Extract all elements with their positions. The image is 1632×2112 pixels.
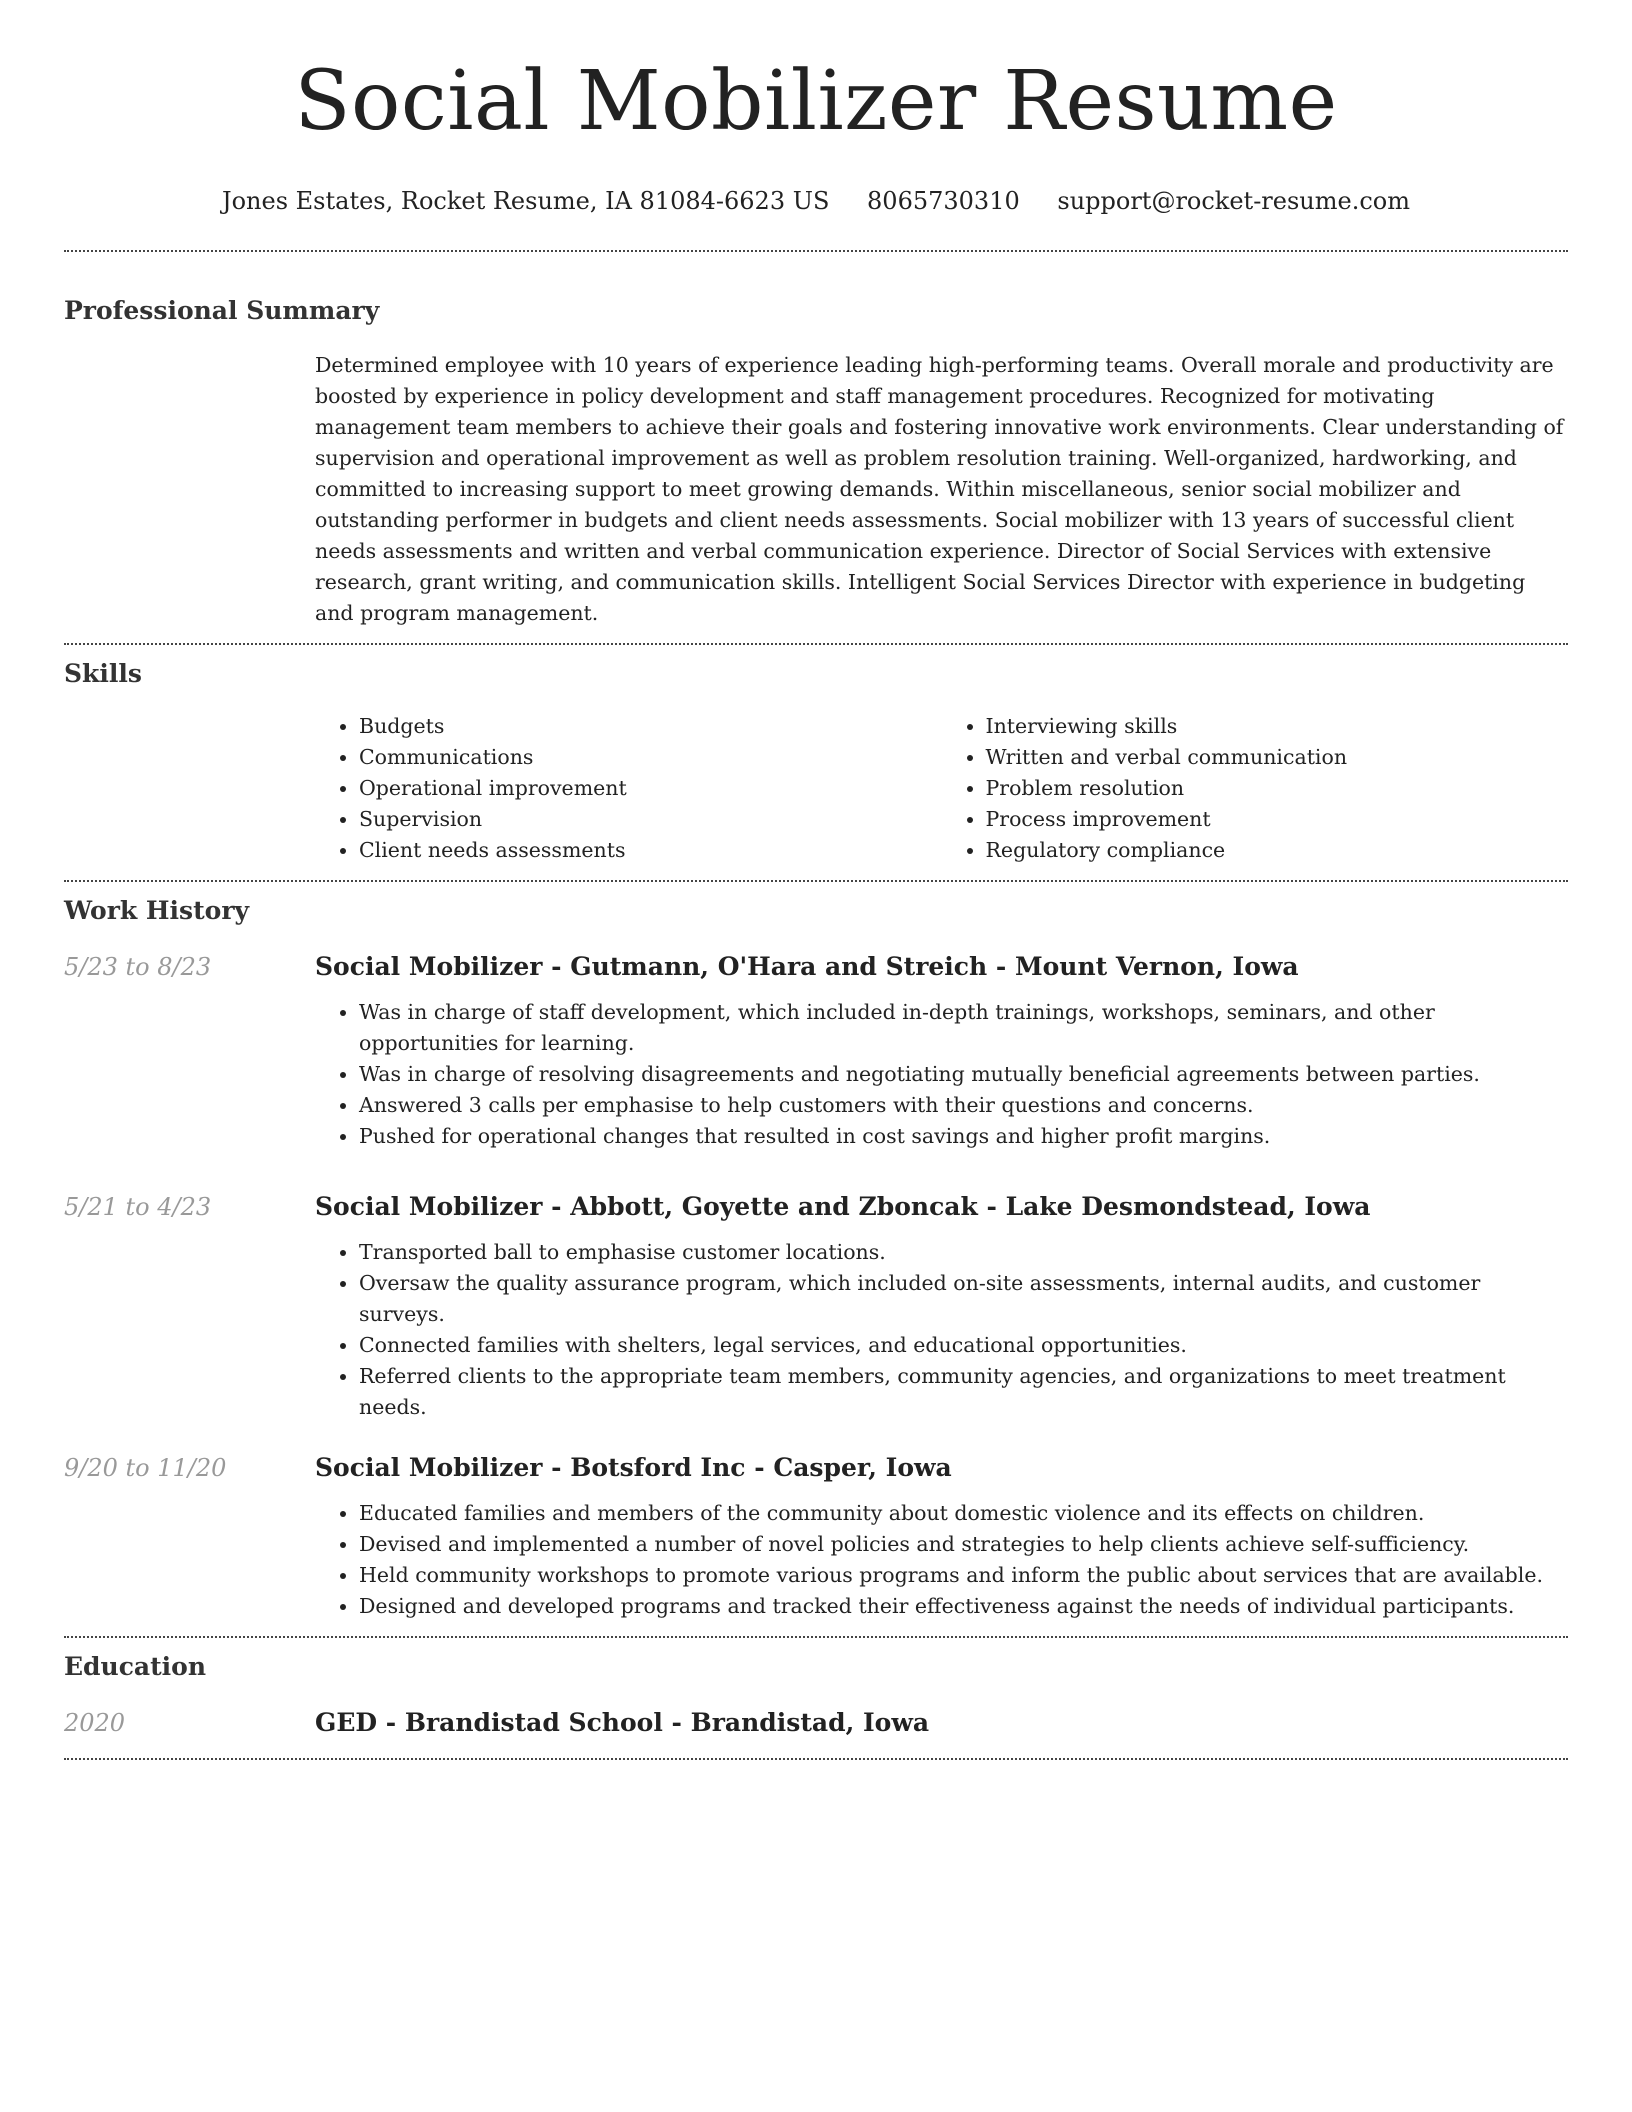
job-title: Social Mobilizer - Gutmann, O'Hara and Streich - Mount Vernon, Iowa: [315, 952, 1299, 981]
job-bullet: • Transported ball to emphasise customer locations.: [359, 1237, 1568, 1268]
summary-text: Determined employee with 10 years of experience leading high-performing teams. Overall morale and productivity are boosted by experience in policy development and staff management procedures. Recognized for motivating management team members to achieve their goals and fostering innovative work environments. Clear understanding of supervision and operational improvement as well as problem resolution training. Well-organized, hardworking, and committed to increasing support to meet growing demands. Within miscellaneous, senior social mobilizer and outstanding performer in budgets and client needs assessments. Social mobilizer with 13 years of successful client needs assessments and written and verbal communication experience. Director of Social Services with extensive research, grant writing, and communication skills. Intelligent Social Services Director with experience in budgeting and program management.: [315, 353, 1564, 625]
job-bullet: • Connected families with shelters, legal services, and educational opportunities.: [359, 1330, 1568, 1361]
skill-item: • Interviewing skills: [986, 711, 1569, 742]
education-title: GED - Brandistad School - Brandistad, Iowa: [315, 1708, 930, 1737]
divider: [64, 1636, 1568, 1638]
education-year: 2020: [64, 1709, 126, 1737]
job-bullet: • Held community workshops to promote various programs and inform the public about services that are available.: [359, 1560, 1568, 1591]
skill-item: • Budgets: [359, 711, 942, 742]
job-bullet: • Referred clients to the appropriate team members, community agencies, and organizations to meet treatment needs.: [359, 1361, 1568, 1423]
education-entry: [64, 1706, 1568, 1740]
job-entry: [64, 1190, 1568, 1423]
contact-phone: 8065730310: [867, 187, 1020, 215]
skill-item: • Operational improvement: [359, 773, 942, 804]
job-bullets: [315, 1237, 1568, 1423]
job-bullet: • Was in charge of staff development, which included in-depth trainings, workshops, seminars, and other opportunities for learning.: [359, 997, 1568, 1059]
section-heading-skills: Skills: [64, 659, 142, 688]
page-title: Social Mobilizer Resume: [294, 54, 1338, 149]
skill-item: • Client needs assessments: [359, 835, 942, 866]
job-entry: [64, 950, 1568, 1152]
skill-item: • Communications: [359, 742, 942, 773]
skills-list-right: [942, 711, 1569, 866]
job-bullets: [315, 997, 1568, 1152]
job-bullet: • Devised and implemented a number of novel policies and strategies to help clients achieve self-sufficiency.: [359, 1529, 1568, 1560]
job-bullet: • Answered 3 calls per emphasise to help customers with their questions and concerns.: [359, 1090, 1568, 1121]
job-bullet: • Pushed for operational changes that resulted in cost savings and higher profit margins.: [359, 1121, 1568, 1152]
work-history-section: [64, 894, 1568, 1622]
job-bullet: • Designed and developed programs and tracked their effectiveness against the needs of individual participants.: [359, 1591, 1568, 1622]
skill-item: • Supervision: [359, 804, 942, 835]
divider: [64, 1758, 1568, 1760]
skill-item: • Regulatory compliance: [986, 835, 1569, 866]
job-bullet: • Educated families and members of the community about domestic violence and its effects on children.: [359, 1498, 1568, 1529]
contact-email: support@rocket-resume.com: [1057, 187, 1410, 215]
divider: [64, 643, 1568, 645]
divider: [64, 880, 1568, 882]
skills-section: [64, 657, 1568, 866]
job-bullet: • Was in charge of resolving disagreements and negotiating mutually beneficial agreements between parties.: [359, 1059, 1568, 1090]
job-title: Social Mobilizer - Botsford Inc - Casper, Iowa: [315, 1453, 952, 1482]
skills-list-left: [315, 711, 942, 866]
job-bullets: [315, 1498, 1568, 1622]
job-bullet: • Oversaw the quality assurance program, which included on-site assessments, internal audits, and customer surveys.: [359, 1268, 1568, 1330]
summary-section: [64, 294, 1568, 629]
job-entry: [64, 1451, 1568, 1622]
education-section: [64, 1650, 1568, 1740]
job-dates: 9/20 to 11/20: [64, 1454, 227, 1482]
divider: [64, 250, 1568, 252]
skill-item: • Problem resolution: [986, 773, 1569, 804]
resume-page: [64, 0, 1568, 1760]
skill-item: • Written and verbal communication: [986, 742, 1569, 773]
job-title: Social Mobilizer - Abbott, Goyette and Zboncak - Lake Desmondstead, Iowa: [315, 1192, 1371, 1221]
contact-address: Jones Estates, Rocket Resume, IA 81084-6623 US: [221, 187, 830, 215]
section-heading-summary: Professional Summary: [64, 296, 380, 325]
job-dates: 5/21 to 4/23: [64, 1193, 212, 1221]
section-heading-work-history: Work History: [64, 896, 250, 925]
contact-info: [64, 186, 1568, 216]
job-dates: 5/23 to 8/23: [64, 953, 212, 981]
section-heading-education: Education: [64, 1652, 207, 1681]
skill-item: • Process improvement: [986, 804, 1569, 835]
